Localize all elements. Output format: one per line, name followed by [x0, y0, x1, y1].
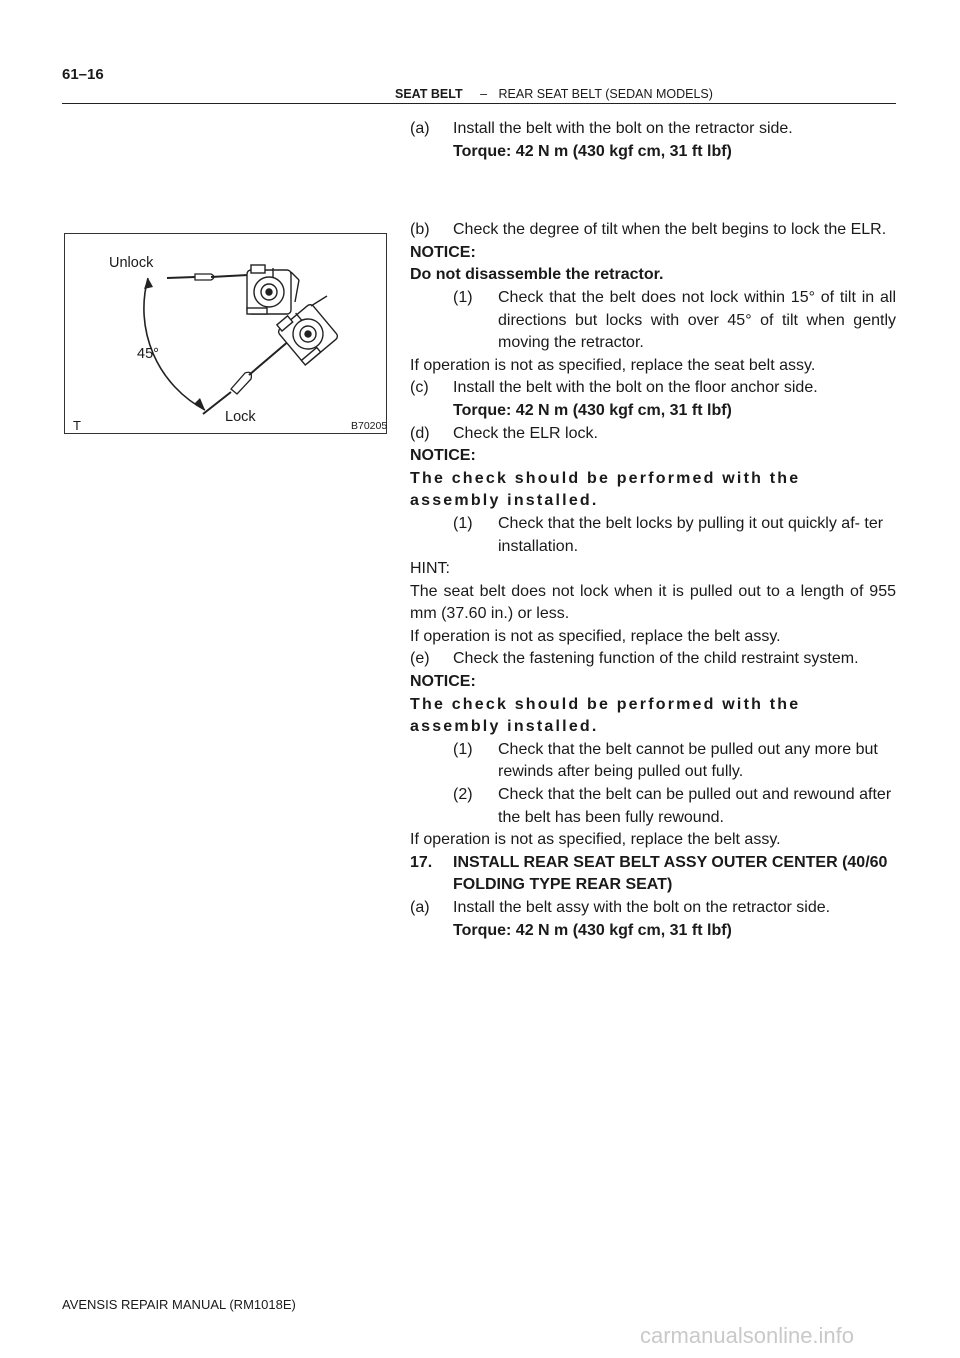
corner-mark: T: [73, 418, 81, 433]
step-text: Check the fastening function of the child restraint system.: [453, 650, 859, 668]
substep-text: Check that the belt cannot be pulled out any more but rewinds after being pulled out fully.: [498, 740, 878, 781]
label-angle: 45°: [137, 346, 159, 362]
notice-title: NOTICE:: [410, 673, 476, 691]
notice-title: NOTICE:: [410, 447, 476, 465]
step-label: (a): [410, 899, 430, 916]
substep-label: (1): [453, 514, 473, 532]
step-label: (e): [410, 650, 430, 668]
step-label: (c): [410, 379, 429, 397]
substep-text: Check that the belt locks by pulling it out quickly af- ter installation.: [498, 514, 884, 555]
figure-code: B70205: [351, 420, 388, 432]
header-rule: [62, 103, 896, 104]
step-label: (a): [410, 120, 430, 137]
notice-title: NOTICE:: [410, 243, 476, 261]
step-number: 17.: [410, 853, 433, 871]
step-text: Install the belt assy with the bolt on the retractor side.: [453, 899, 831, 916]
step-label: (d): [410, 424, 430, 442]
notice-text: The check should be performed with the assembly installed.: [410, 469, 801, 510]
substep-label: (2): [453, 786, 473, 804]
label-lock: Lock: [225, 409, 256, 425]
substep-text: Check that the belt does not lock within 15° of tilt in all directions but locks with over 45° of tilt when gently moving the retractor.: [498, 288, 896, 352]
torque-spec: Torque: 42 N m (430 kgf cm, 31 ft lbf): [453, 921, 732, 939]
substep-d1: [410, 513, 896, 558]
label-unlock: Unlock: [109, 255, 154, 271]
step-text: Check the degree of tilt when the belt begins to lock the ELR.: [453, 221, 887, 239]
step-text: Install the belt with the bolt on the retractor side.: [453, 120, 793, 137]
torque-spec: Torque: 42 N m (430 kgf cm, 31 ft lbf): [453, 142, 732, 160]
substep-e2: [410, 784, 896, 829]
step-e: [410, 648, 896, 671]
retractor-tilt-figure: [64, 233, 387, 434]
header-section: SEAT BELT: [395, 87, 463, 101]
notice-text: The check should be performed with the assembly installed.: [410, 695, 801, 736]
step-b: [410, 219, 896, 242]
manual-footer: AVENSIS REPAIR MANUAL (RM1018E): [62, 1297, 296, 1312]
substep-e1: [410, 739, 896, 784]
step-text: Install the belt with the bolt on the floor anchor side.: [453, 379, 818, 397]
torque-spec: Torque: 42 N m (430 kgf cm, 31 ft lbf): [453, 401, 732, 419]
step-text: Check the ELR lock.: [453, 424, 598, 442]
step-c: [410, 377, 896, 400]
header-separator: –: [480, 87, 488, 101]
substep-label: (1): [453, 740, 473, 758]
step-17: [410, 852, 896, 897]
step-title: INSTALL REAR SEAT BELT ASSY OUTER CENTER (40/60 FOLDING TYPE REAR SEAT): [453, 853, 888, 894]
step-a2: [410, 897, 896, 920]
step-a1: [410, 118, 896, 141]
substep-b1: [410, 287, 896, 355]
if-not-specified: If operation is not as specified, replace the seat belt assy.: [410, 356, 816, 374]
if-not-specified: If operation is not as specified, replace the belt assy.: [410, 627, 781, 645]
if-not-specified: If operation is not as specified, replace the belt assy.: [410, 831, 781, 849]
watermark: carmanualsonline.info: [640, 1323, 855, 1348]
hint-text: The seat belt does not lock when it is pulled out to a length of 955 mm (37.60 in.) or less.: [410, 582, 896, 623]
notice-text: Do not disassemble the retractor.: [410, 266, 664, 284]
substep-text: Check that the belt can be pulled out and rewound after the belt has been fully rewound.: [498, 786, 892, 826]
header-subsection: REAR SEAT BELT (SEDAN MODELS): [498, 87, 713, 101]
hint-title: HINT:: [410, 560, 450, 578]
procedure-text: [410, 118, 896, 942]
step-label: (b): [410, 221, 430, 239]
substep-label: (1): [453, 288, 473, 306]
step-d: [410, 423, 896, 446]
spacer: [410, 163, 896, 219]
header-title: [395, 87, 713, 101]
page-number: 61–16: [62, 66, 104, 83]
